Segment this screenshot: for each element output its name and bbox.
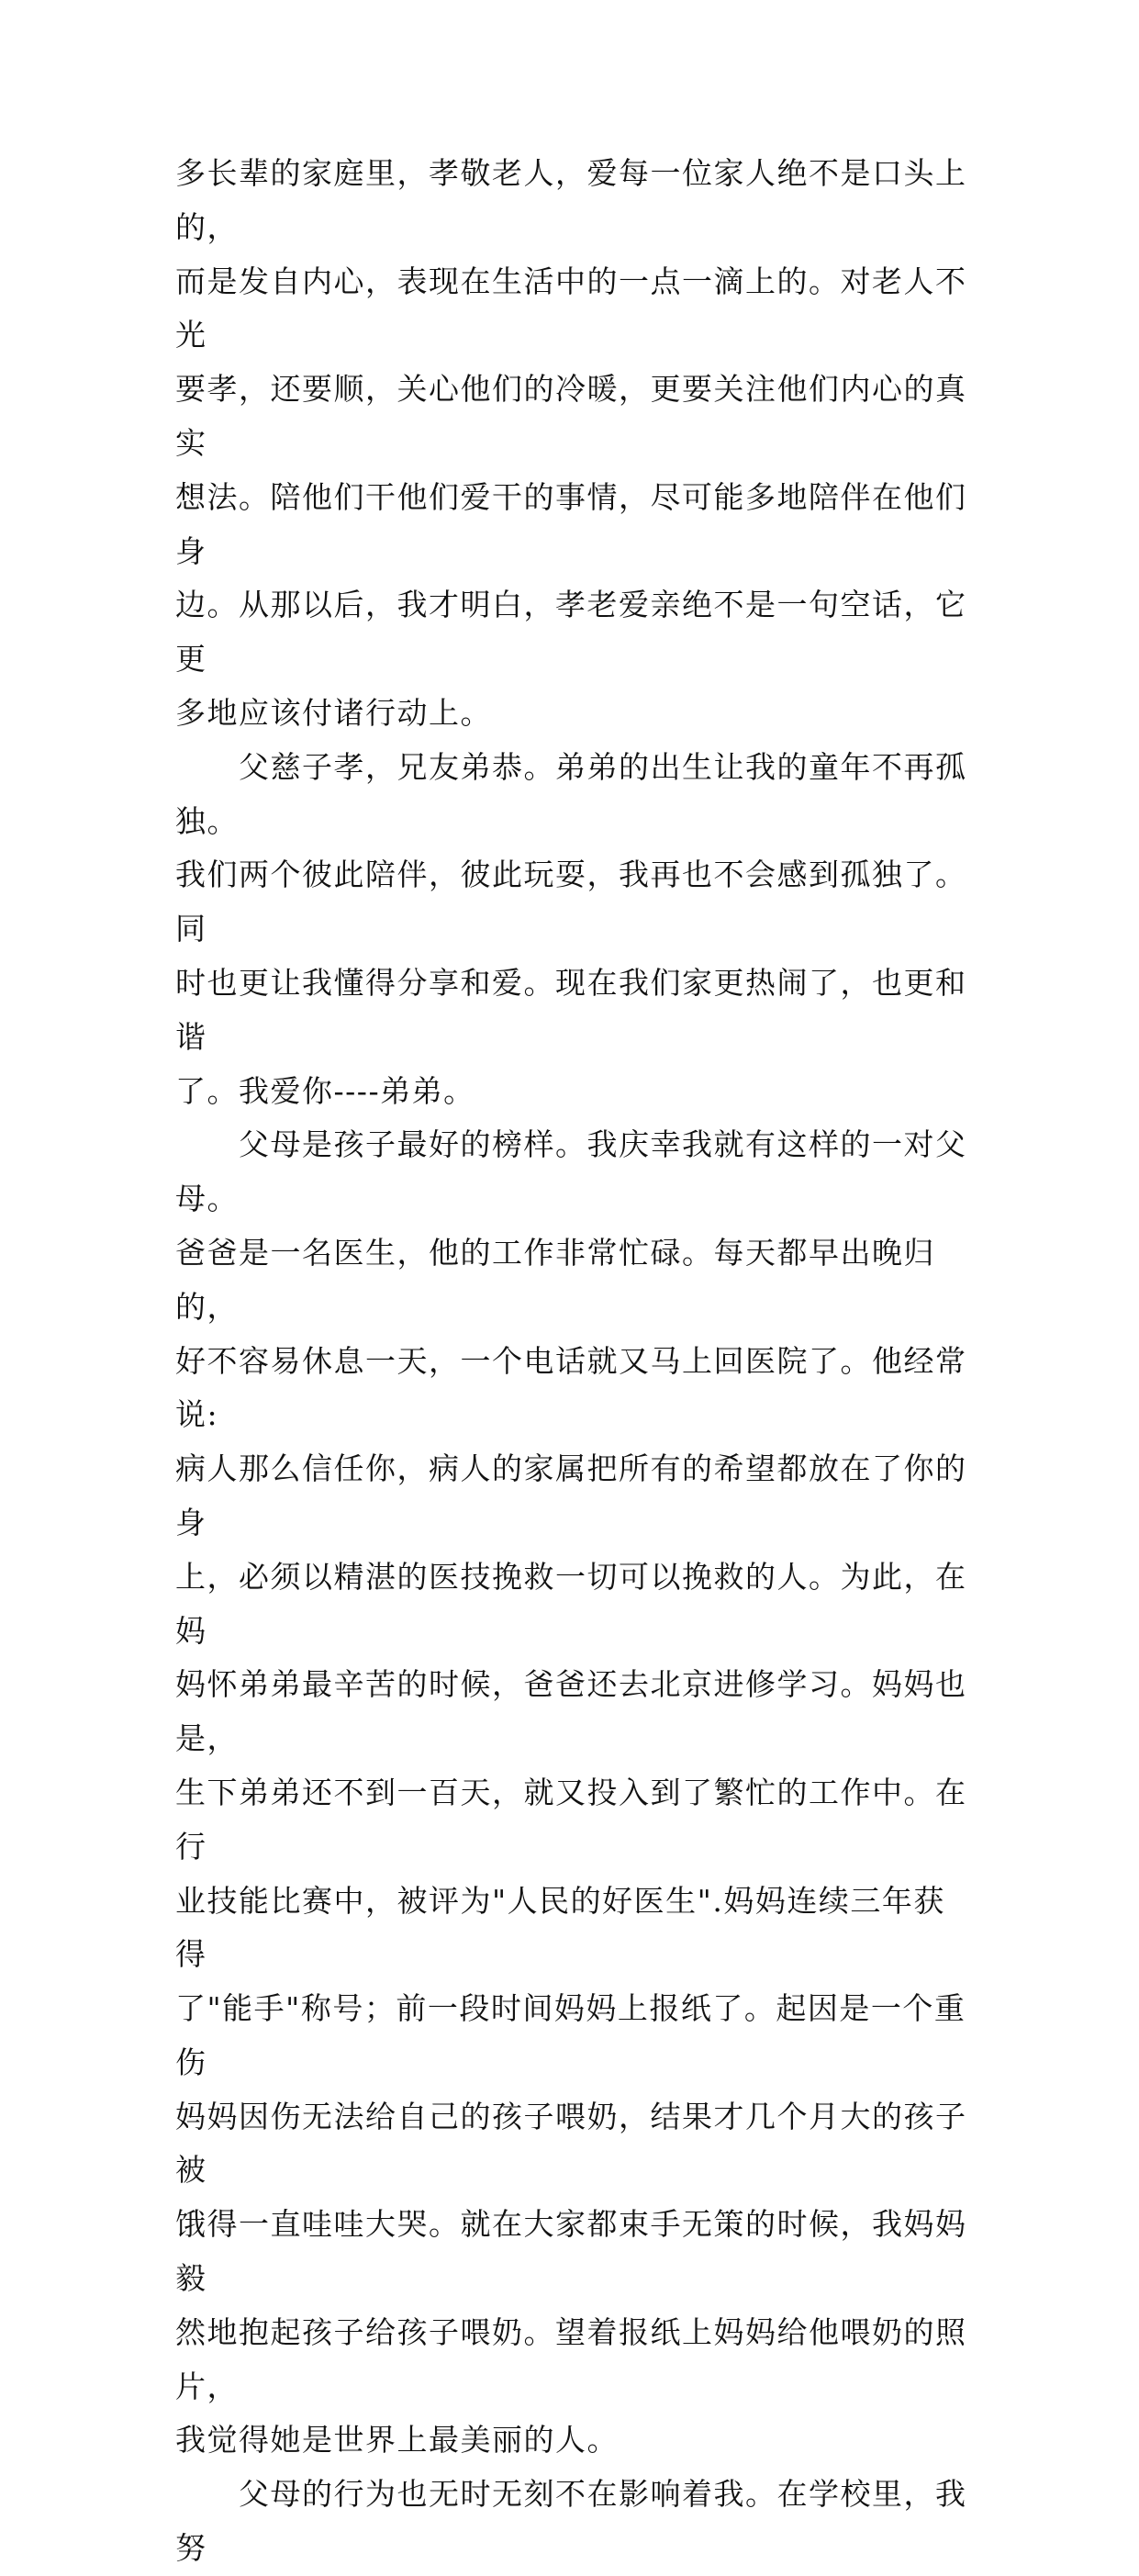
paragraph-parents-role-model: 父母是孩子最好的榜样。我庆幸我就有这样的一对父母。 爸爸是一名医生，他的工作非常忙碌。每天都早出晚归的， 好不容易休息一天，一个电话就又马上回医院了。他经常说: 病人那么信任你，病人的家属把所有的希望都放在了你的身 上，必须以精湛的医技挽救一切可以挽救的人。为此，在妈 妈怀弟弟最辛苦的时候，爸爸还去北京进修学习。妈妈也是， 生下弟弟还不到一百天，就又投入到了繁忙的工作中。在行 业技能比赛中，被评为"人民的好医生".妈妈连续三年获得 了"能手"称号；前一段时间妈妈上报纸了。起因是一个重伤 妈妈因伤无法给自己的孩子喂奶，结果才几个月大的孩子被 饿得一直哇哇大哭。就在大家都束手无策的时候，我妈妈毅 然地抱起孩子给孩子喂奶。望着报纸上妈妈给他喂奶的照片， 我觉得她是世界上最美丽的人。 xyxy=(175,1126,967,2458)
document-body xyxy=(175,147,974,2576)
paragraph-younger-brother: 父慈子孝，兄友弟恭。弟弟的出生让我的童年不再孤独。 我们两个彼此陪伴，彼此玩耍，我再也不会感到孤独了。同 时也更让我懂得分享和爱。现在我们家更热闹了，也更和谐 了。我爱你----弟弟。 xyxy=(175,748,967,1109)
paragraph-family-respect: 多长辈的家庭里，孝敬老人，爱每一位家人绝不是口头上的， 而是发自内心，表现在生活中的一点一滴上的。对老人不光 要孝，还要顺，关心他们的冷暖，更要关注他们内心的真实 想法。陪他们干他们爱干的事情，尽可能多地陪伴在他们身 边。从那以后，我才明白，孝老爱亲绝不是一句空话，它更 多地应该付诸行动上。 xyxy=(175,155,967,731)
paragraph-parents-influence: 父母的行为也无时无刻不在影响着我。在学校里，我努 xyxy=(175,2476,967,2567)
